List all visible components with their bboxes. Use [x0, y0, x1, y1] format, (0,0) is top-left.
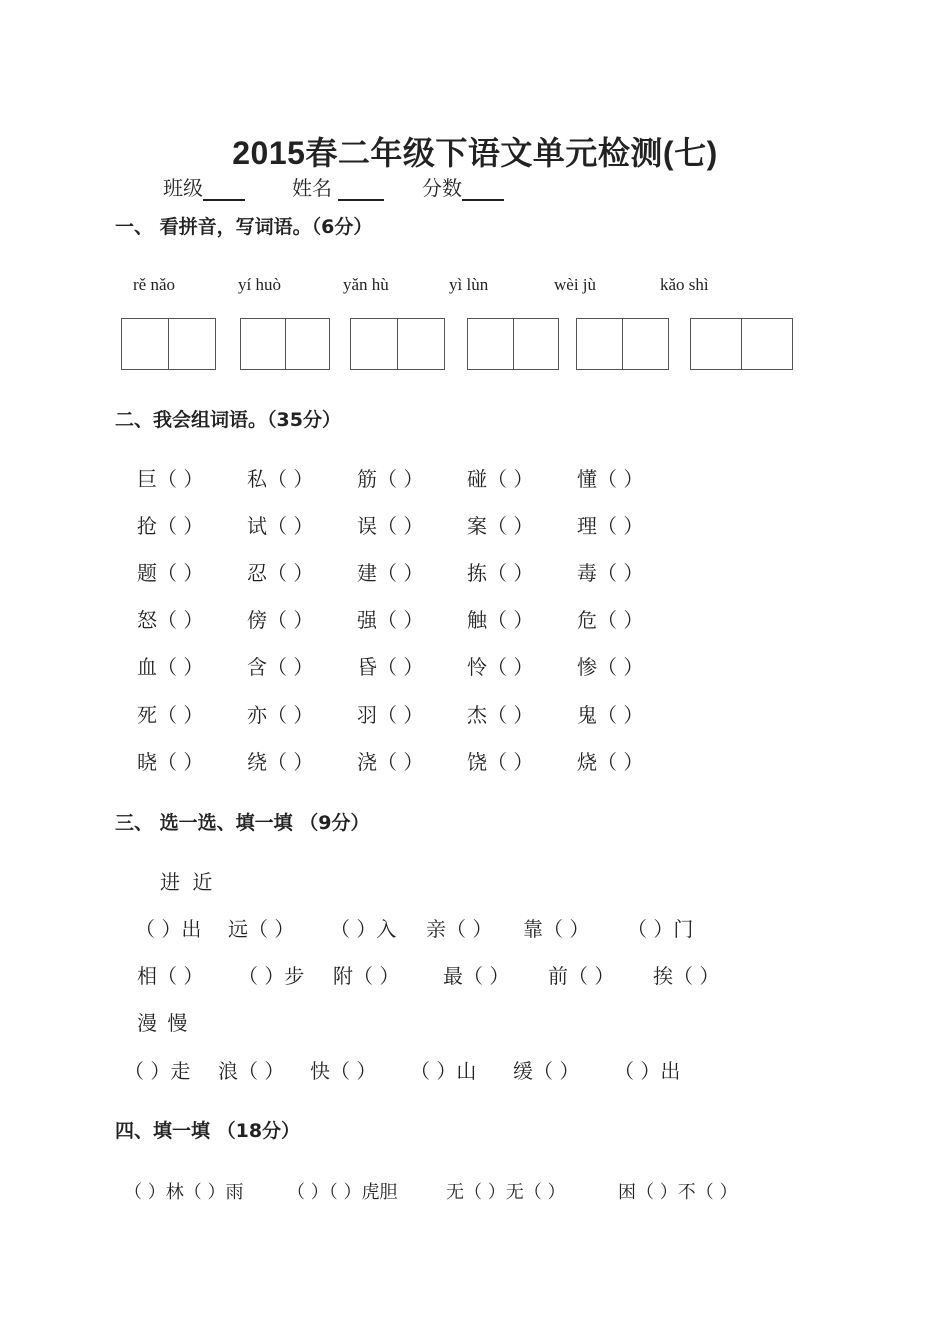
answer-box-1[interactable]: [121, 318, 216, 370]
word-item[interactable]: 拣（ ）: [467, 561, 534, 585]
word-item[interactable]: 抢（ ）: [137, 514, 204, 538]
fill-item[interactable]: 前（ ）: [548, 964, 615, 988]
word-item[interactable]: 血（ ）: [137, 655, 204, 679]
fill-item[interactable]: 挨（ ）: [653, 964, 720, 988]
word-item[interactable]: 怒（ ）: [137, 608, 204, 632]
word-item[interactable]: 鬼（ ）: [577, 703, 644, 727]
word-item[interactable]: 毒（ ）: [577, 561, 644, 585]
page-title: 2015春二年级下语文单元检测(七): [232, 135, 718, 171]
idiom-fill[interactable]: （ ）（ ）虎胆: [287, 1182, 398, 1203]
section4-heading: 四、填一填 （18分）: [115, 1120, 301, 1142]
word-item[interactable]: 危（ ）: [577, 608, 644, 632]
answer-cell[interactable]: [514, 319, 559, 369]
fill-item[interactable]: 浪（ ）: [218, 1059, 285, 1083]
word-item[interactable]: 死（ ）: [137, 703, 204, 727]
word-item[interactable]: 怜（ ）: [467, 655, 534, 679]
word-item[interactable]: 杰（ ）: [467, 703, 534, 727]
word-item[interactable]: 懂（ ）: [577, 467, 644, 491]
word-item[interactable]: 晓（ ）: [137, 750, 204, 774]
fill-item[interactable]: （ ）山: [410, 1059, 477, 1083]
answer-box-4[interactable]: [467, 318, 559, 370]
word-item[interactable]: 碰（ ）: [467, 467, 534, 491]
fill-item[interactable]: 靠（ ）: [523, 917, 590, 941]
pinyin-6: kǎo shì: [660, 275, 709, 294]
pinyin-1: rě nǎo: [133, 275, 176, 294]
word-item[interactable]: 浇（ ）: [357, 750, 424, 774]
fill-item[interactable]: 快（ ）: [310, 1059, 377, 1083]
score-blank[interactable]: [462, 179, 504, 201]
fill-item[interactable]: （ ）出: [135, 917, 202, 941]
fill-item[interactable]: （ ）入: [330, 917, 397, 941]
answer-cell[interactable]: [122, 319, 169, 369]
name-label: 姓名: [292, 176, 332, 200]
answer-box-2[interactable]: [240, 318, 330, 370]
word-choice-2: 漫 慢: [137, 1011, 188, 1035]
fill-item[interactable]: 远（ ）: [228, 917, 295, 941]
idiom-fill[interactable]: （ ）林（ ）雨: [124, 1182, 244, 1203]
answer-cell[interactable]: [577, 319, 623, 369]
word-choice-1: 进 近: [160, 870, 213, 894]
score-label: 分数: [422, 176, 462, 200]
fill-item[interactable]: （ ）出: [614, 1059, 681, 1083]
word-item[interactable]: 巨（ ）: [137, 467, 204, 491]
pinyin-2: yí huò: [238, 275, 281, 294]
word-item[interactable]: 羽（ ）: [357, 703, 424, 727]
word-item[interactable]: 亦（ ）: [247, 703, 314, 727]
section2-heading: 二、我会组词语。（35分）: [115, 409, 341, 431]
score-field: [422, 172, 504, 201]
word-item[interactable]: 饶（ ）: [467, 750, 534, 774]
word-item[interactable]: 试（ ）: [247, 514, 314, 538]
answer-cell[interactable]: [691, 319, 742, 369]
fill-item[interactable]: （ ）步: [238, 964, 305, 988]
answer-box-5[interactable]: [576, 318, 669, 370]
word-item[interactable]: 忍（ ）: [247, 561, 314, 585]
class-label: 班级: [163, 176, 203, 200]
answer-cell[interactable]: [286, 319, 330, 369]
word-item[interactable]: 昏（ ）: [357, 655, 424, 679]
answer-cell[interactable]: [468, 319, 514, 369]
word-item[interactable]: 理（ ）: [577, 514, 644, 538]
fill-item[interactable]: 缓（ ）: [513, 1059, 580, 1083]
word-item[interactable]: 筋（ ）: [357, 467, 424, 491]
word-item[interactable]: 烧（ ）: [577, 750, 644, 774]
word-item[interactable]: 误（ ）: [357, 514, 424, 538]
answer-cell[interactable]: [742, 319, 792, 369]
pinyin-4: yì lùn: [449, 275, 489, 294]
answer-cell[interactable]: [169, 319, 215, 369]
fill-item[interactable]: （ ）走: [124, 1059, 191, 1083]
answer-cell[interactable]: [241, 319, 286, 369]
answer-cell[interactable]: [351, 319, 398, 369]
word-item[interactable]: 含（ ）: [247, 655, 314, 679]
fill-item[interactable]: 亲（ ）: [426, 917, 493, 941]
answer-box-6[interactable]: [690, 318, 793, 370]
name-field: [292, 172, 384, 201]
answer-cell[interactable]: [623, 319, 668, 369]
pinyin-3: yǎn hù: [343, 275, 389, 294]
answer-box-3[interactable]: [350, 318, 445, 370]
word-item[interactable]: 绕（ ）: [247, 750, 314, 774]
section1-heading: 一、 看拼音，写词语。（6分）: [115, 216, 373, 238]
section3-heading: 三、 选一选、填一填 （9分）: [115, 812, 370, 834]
word-item[interactable]: 题（ ）: [137, 561, 204, 585]
idiom-fill[interactable]: 无（ ）无（ ）: [446, 1182, 566, 1203]
fill-item[interactable]: （ ）门: [627, 917, 694, 941]
fill-item[interactable]: 相（ ）: [137, 964, 204, 988]
word-item[interactable]: 建（ ）: [357, 561, 424, 585]
idiom-fill[interactable]: 困（ ）不（ ）: [618, 1182, 738, 1203]
answer-cell[interactable]: [398, 319, 444, 369]
word-item[interactable]: 强（ ）: [357, 608, 424, 632]
word-item[interactable]: 惨（ ）: [577, 655, 644, 679]
class-field: [163, 172, 245, 201]
word-item[interactable]: 触（ ）: [467, 608, 534, 632]
name-blank[interactable]: [338, 179, 384, 201]
fill-item[interactable]: 最（ ）: [443, 964, 510, 988]
pinyin-5: wèi jù: [554, 275, 597, 294]
word-item[interactable]: 傍（ ）: [247, 608, 314, 632]
class-blank[interactable]: [203, 179, 245, 201]
word-item[interactable]: 私（ ）: [247, 467, 314, 491]
word-item[interactable]: 案（ ）: [467, 514, 534, 538]
fill-item[interactable]: 附（ ）: [333, 964, 400, 988]
